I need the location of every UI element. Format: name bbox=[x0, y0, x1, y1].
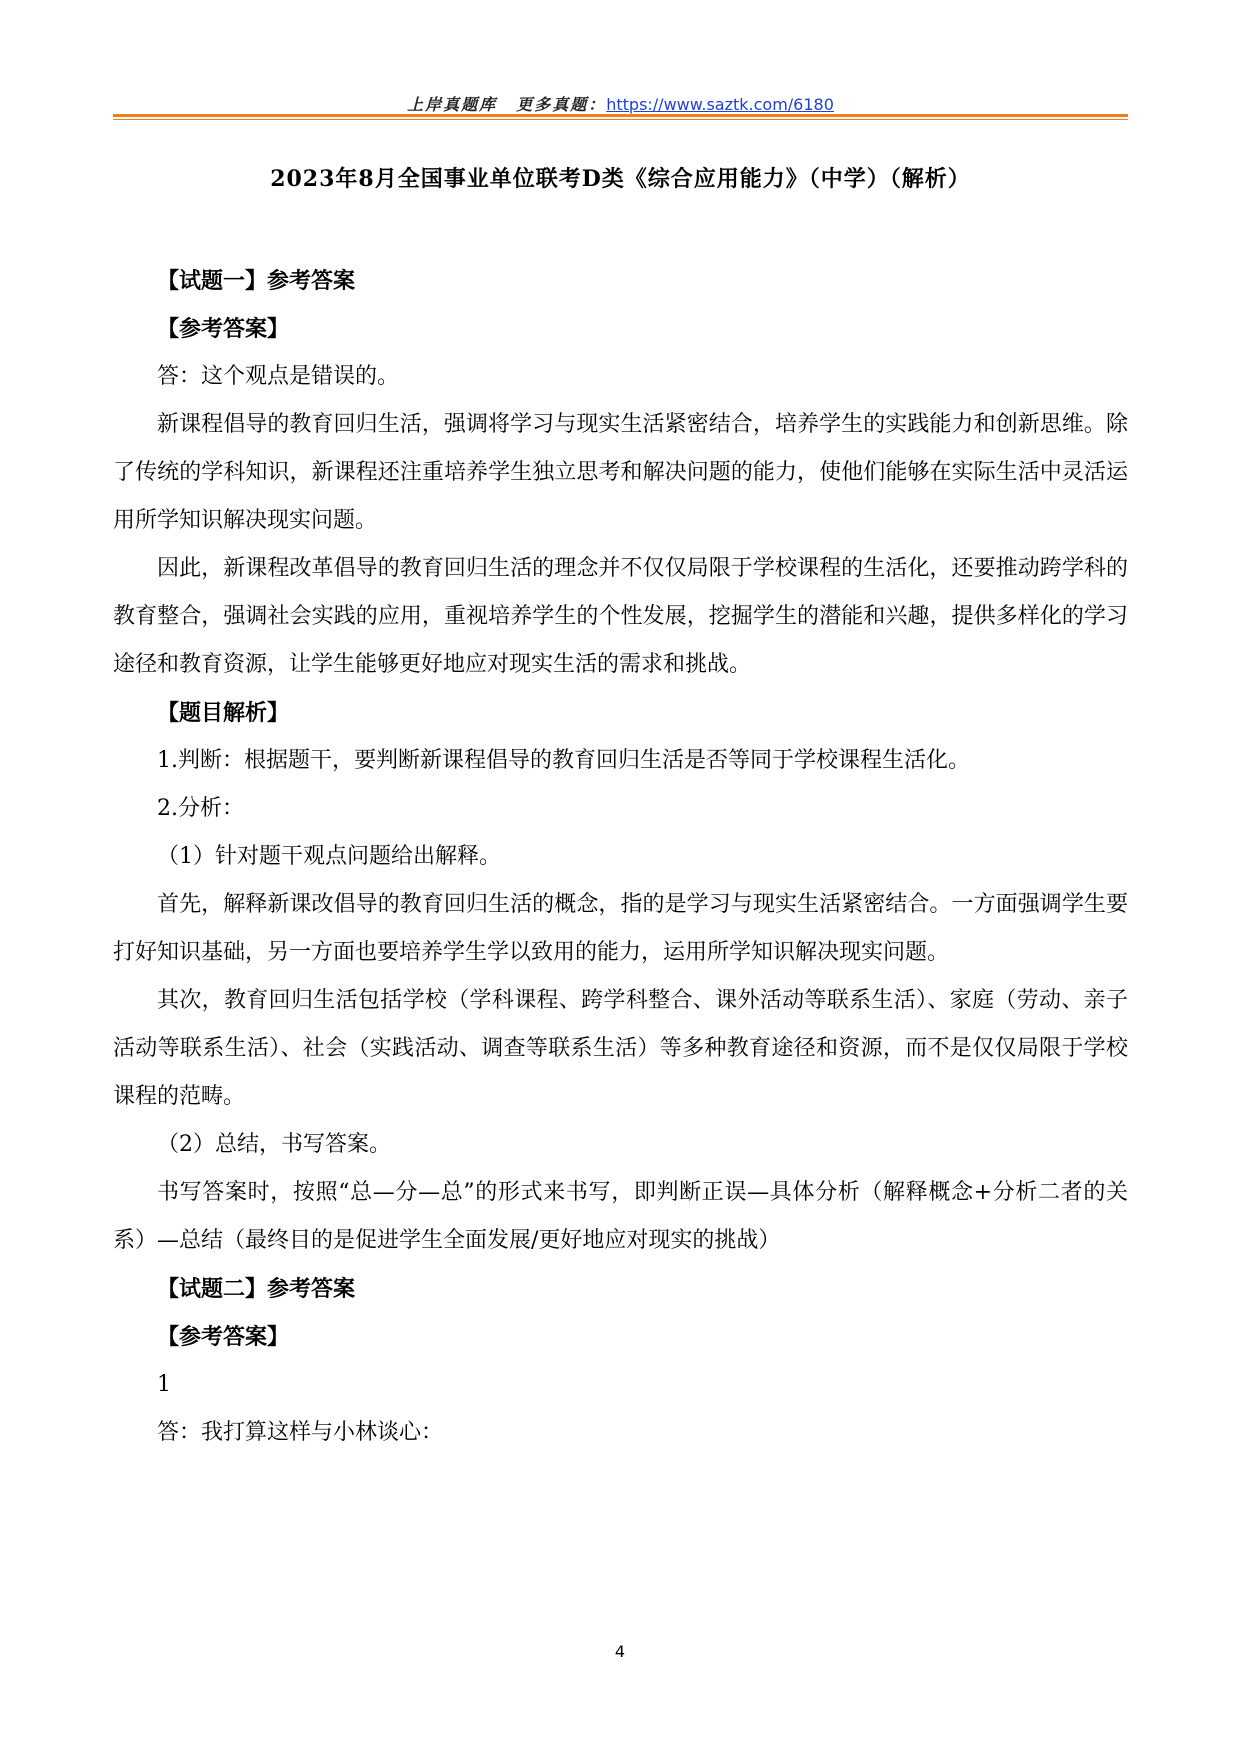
section-heading: 【试题一】参考答案 bbox=[157, 268, 356, 294]
header-site-name: 上岸真题库 bbox=[407, 95, 498, 114]
paragraph: 答：这个观点是错误的。 bbox=[157, 364, 400, 389]
paragraph: （1）针对题干观点问题给出解释。 bbox=[157, 844, 501, 869]
page-header bbox=[113, 92, 1128, 115]
paragraph: 新课程倡导的教育回归生活，强调将学习与现实生活紧密结合，培养学生的实践能力和创新思维。除了传统的学科知识，新课程还注重培养学生独立思考和解决问题的能力，使他们能够在实际生活中灵活运用所学知识解决现实问题。 bbox=[113, 412, 1128, 533]
document-title: 2023年8月全国事业单位联考D类《综合应用能力》（中学）（解析） bbox=[270, 166, 971, 192]
paragraph: 答：我打算这样与小林谈心： bbox=[157, 1420, 444, 1445]
header-rule-thin bbox=[113, 119, 1128, 120]
paragraph: 其次，教育回归生活包括学校（学科课程、跨学科整合、课外活动等联系生活）、家庭（劳动、亲子活动等联系生活）、社会（实践活动、调查等联系生活）等多种教育途径和资源，而不是仅仅局限于学校课程的范畴。 bbox=[113, 988, 1128, 1109]
page-number: 4 bbox=[614, 1642, 626, 1661]
paragraph: 因此，新课程改革倡导的教育回归生活的理念并不仅仅局限于学校课程的生活化，还要推动跨学科的教育整合，强调社会实践的应用，重视培养学生的个性发展，挖掘学生的潜能和兴趣，提供多样化的学习途径和教育资源，让学生能够更好地应对现实生活的需求和挑战。 bbox=[113, 556, 1128, 677]
answer-heading: 【参考答案】 bbox=[157, 1324, 290, 1350]
section-heading: 【试题二】参考答案 bbox=[157, 1276, 356, 1302]
document-body bbox=[113, 257, 1128, 1457]
header-rule-thick bbox=[113, 114, 1128, 117]
paragraph: 2.分析： bbox=[157, 796, 244, 821]
paragraph: （2）总结，书写答案。 bbox=[157, 1132, 391, 1157]
header-more-label: 更多真题： bbox=[516, 95, 607, 114]
paragraph: 1.判断：根据题干，要判断新课程倡导的教育回归生活是否等同于学校课程生活化。 bbox=[157, 748, 970, 773]
paragraph: 1 bbox=[157, 1372, 171, 1397]
answer-heading: 【参考答案】 bbox=[157, 316, 290, 342]
paragraph: 书写答案时，按照“总—分—总”的形式来书写，即判断正误—具体分析（解释概念+分析二者的关系）—总结（最终目的是促进学生全面发展/更好地应对现实的挑战） bbox=[113, 1180, 1128, 1253]
header-link[interactable]: https://www.saztk.com/6180 bbox=[606, 95, 834, 114]
analysis-heading: 【题目解析】 bbox=[157, 700, 290, 726]
paragraph: 首先，解释新课改倡导的教育回归生活的概念，指的是学习与现实生活紧密结合。一方面强调学生要打好知识基础，另一方面也要培养学生学以致用的能力，运用所学知识解决现实问题。 bbox=[113, 892, 1128, 965]
